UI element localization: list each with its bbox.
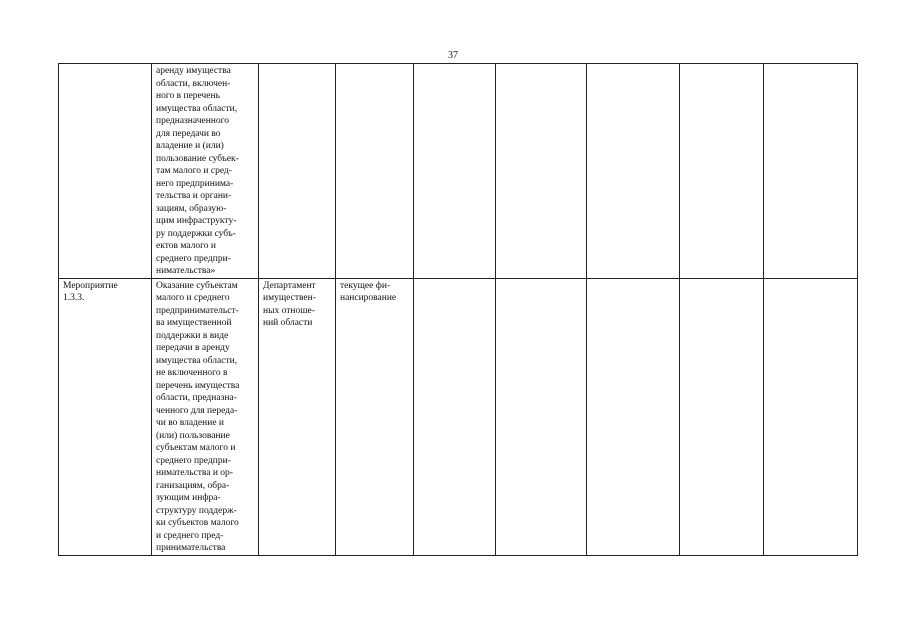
table-cell	[587, 64, 680, 279]
measure-name-cell	[59, 64, 152, 279]
table-cell	[680, 64, 764, 279]
table-cell	[587, 278, 680, 555]
table-row	[59, 64, 858, 279]
measure-name-cell: Мероприятие 1.3.3.	[59, 278, 152, 555]
table-cell	[496, 278, 587, 555]
table-cell	[496, 64, 587, 279]
table-cell	[414, 278, 496, 555]
measure-description-cell: аренду имущества области, включен- ного в перечень имущества области, предназначенного для передачи во владение и (или) пользование субъек- там малого и сред- него предпринима- тельства и органи- зациям, образую- щим инфраструкту- ру поддержки субъ- ектов малого и среднего предпри- нимательства»	[152, 64, 259, 279]
program-measures-table	[58, 63, 858, 556]
table-row	[59, 278, 858, 555]
funding-source-cell: текущее фи- нансирование	[336, 278, 414, 555]
funding-source-cell	[336, 64, 414, 279]
measure-description-cell: Оказание субъектам малого и среднего предпринимательст- ва имущественной поддержки в виде передачи в аренду имущества области, не включенного в перечень имущества области, предназна- ченного для переда- чи во владение и (или) пользование субъектам малого и среднего предпри- нимательства и ор- ганизациям, обра- зующим инфра- структуру поддерж- ки субъектов малого и среднего пред- принимательства	[152, 278, 259, 555]
table-cell	[764, 64, 858, 279]
table-cell	[414, 64, 496, 279]
responsible-executor-cell	[259, 64, 336, 279]
page-number: 37	[448, 50, 458, 61]
table-cell	[764, 278, 858, 555]
table-cell	[680, 278, 764, 555]
responsible-executor-cell: Департамент имуществен- ных отноше- ний области	[259, 278, 336, 555]
